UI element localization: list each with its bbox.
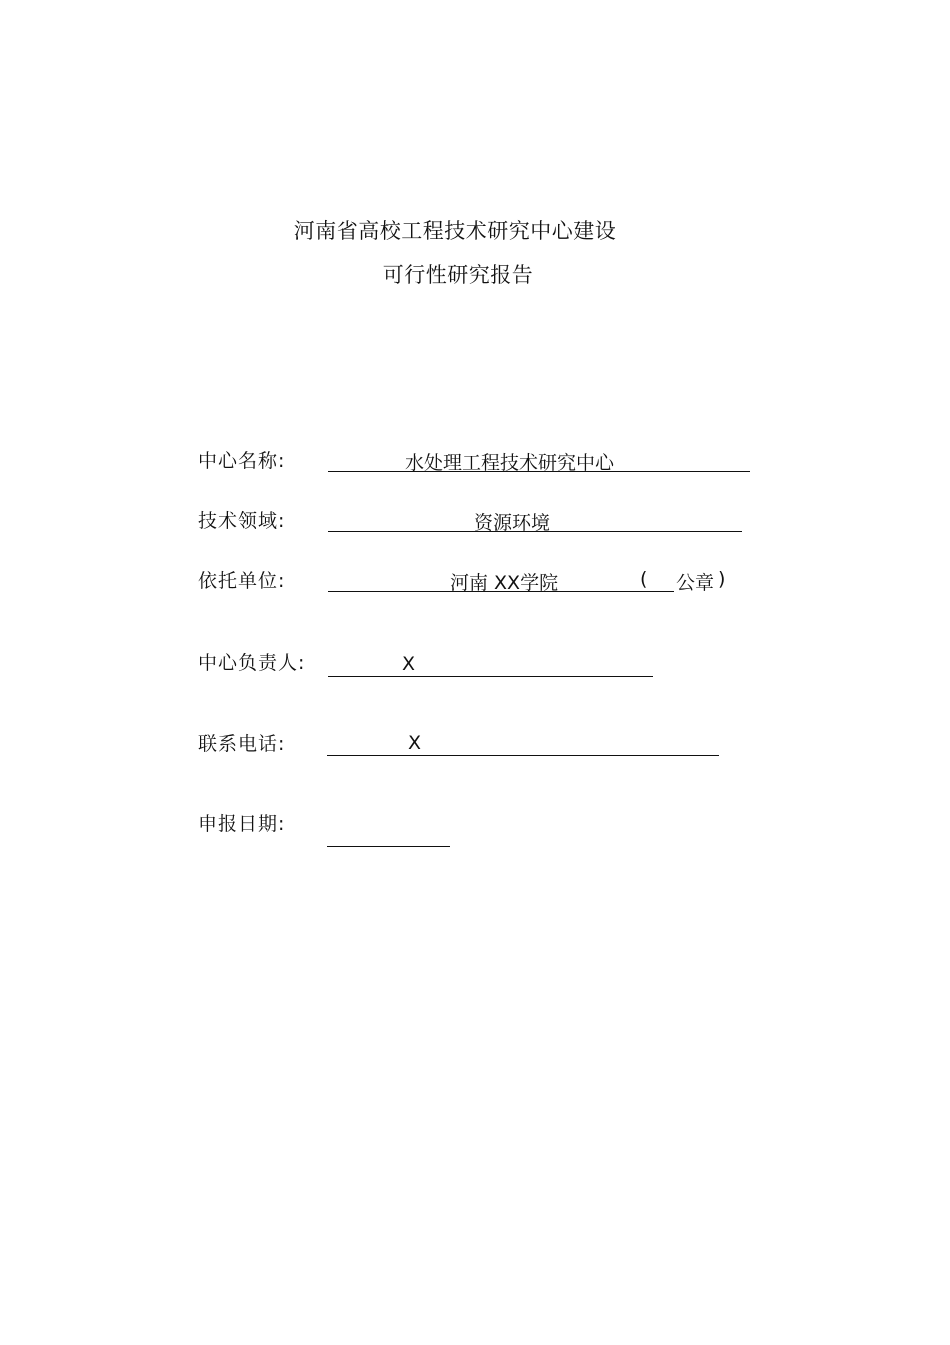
seal-paren-close: ) <box>718 568 726 590</box>
field-host-unit <box>0 566 950 606</box>
report-title-line1: 河南省高校工程技术研究中心建设 <box>293 219 617 243</box>
phone-value: X <box>408 732 422 754</box>
seal-label: 公章 <box>676 572 715 594</box>
tech-field-label: 技术领域: <box>198 510 286 532</box>
field-date <box>0 809 950 849</box>
director-underline <box>328 676 653 677</box>
field-center-name <box>0 446 950 486</box>
center-name-value: 水处理工程技术研究中心 <box>405 452 615 474</box>
director-value: X <box>402 653 416 675</box>
field-director <box>0 648 950 688</box>
director-label: 中心负责人: <box>198 652 306 674</box>
center-name-label: 中心名称: <box>198 450 286 472</box>
date-underline <box>327 846 450 847</box>
seal-paren-open: ( <box>640 568 648 590</box>
date-label: 申报日期: <box>198 813 286 835</box>
phone-label: 联系电话: <box>198 733 286 755</box>
report-title-line2: 可行性研究报告 <box>382 263 534 287</box>
field-phone <box>0 729 950 769</box>
phone-underline <box>327 755 719 756</box>
field-tech-field <box>0 506 950 546</box>
tech-field-value: 资源环境 <box>474 512 551 534</box>
host-unit-value: 河南 XX学院 <box>450 572 559 594</box>
host-unit-label: 依托单位: <box>198 570 286 592</box>
